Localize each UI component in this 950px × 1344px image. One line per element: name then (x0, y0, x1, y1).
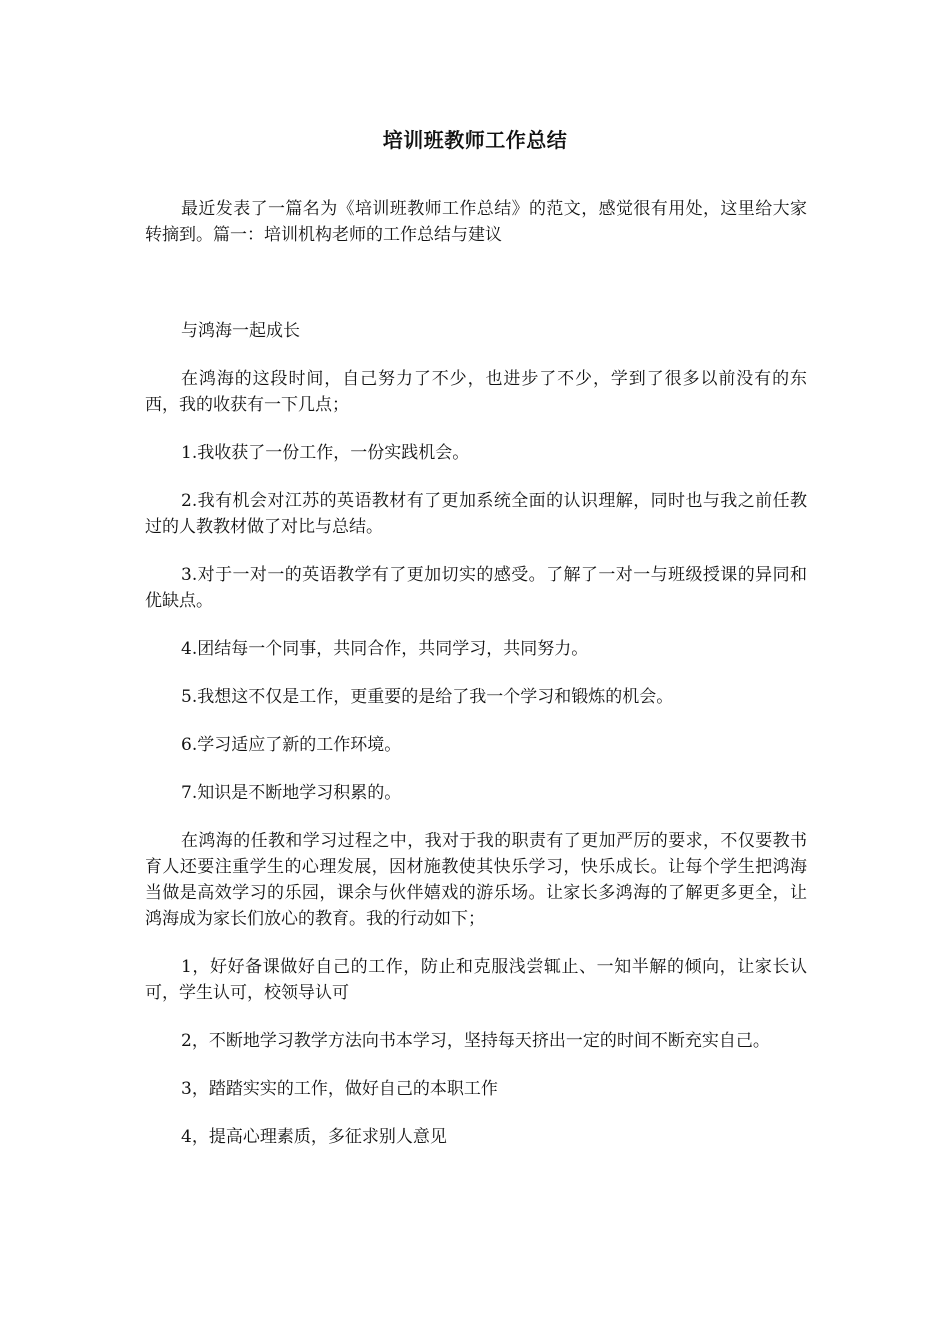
list-item: 4，提高心理素质，多征求别人意见 (181, 1127, 447, 1147)
list-item: 4.团结每一个同事，共同合作，共同学习，共同努力。 (181, 639, 589, 659)
paragraph: 在鸿海的任教和学习过程之中，我对于我的职责有了更加严厉的要求，不仅要教书育人还要注重学生的心理发展，因材施教使其快乐学习，快乐成长。让每个学生把鸿海当做是高效学习的乐园，课余与伙伴嬉戏的游乐场。让家长多鸿海的了解更多更全，让鸿海成为家长们放心的教育。我的行动如下； (145, 831, 807, 929)
list-item: 3，踏踏实实的工作，做好自己的本职工作 (181, 1079, 498, 1099)
paragraph: 在鸿海的这段时间，自己努力了不少，也进步了不少，学到了很多以前没有的东西，我的收获有一下几点； (145, 369, 807, 415)
list-item: 6.学习适应了新的工作环境。 (181, 735, 402, 755)
document-title: 培训班教师工作总结 (382, 128, 568, 152)
intro-paragraph: 最近发表了一篇名为《培训班教师工作总结》的范文，感觉很有用处，这里给大家转摘到。篇一：培训机构老师的工作总结与建议 (145, 199, 807, 245)
document-body (145, 196, 807, 1150)
list-item: 7.知识是不断地学习积累的。 (181, 783, 402, 803)
list-item: 2.我有机会对江苏的英语教材有了更加系统全面的认识理解，同时也与我之前任教过的人教教材做了对比与总结。 (145, 491, 807, 537)
list-item: 2，不断地学习教学方法向书本学习，坚持每天挤出一定的时间不断充实自己。 (181, 1031, 770, 1051)
list-item: 5.我想这不仅是工作，更重要的是给了我一个学习和锻炼的机会。 (181, 687, 674, 707)
section-heading: 与鸿海一起成长 (181, 321, 300, 341)
list-item: 1.我收获了一份工作，一份实践机会。 (181, 443, 470, 463)
list-item: 3.对于一对一的英语教学有了更加切实的感受。了解了一对一与班级授课的异同和优缺点。 (145, 565, 807, 611)
list-item: 1，好好备课做好自己的工作，防止和克服浅尝辄止、一知半解的倾向，让家长认可，学生认可，校领导认可 (145, 957, 807, 1003)
